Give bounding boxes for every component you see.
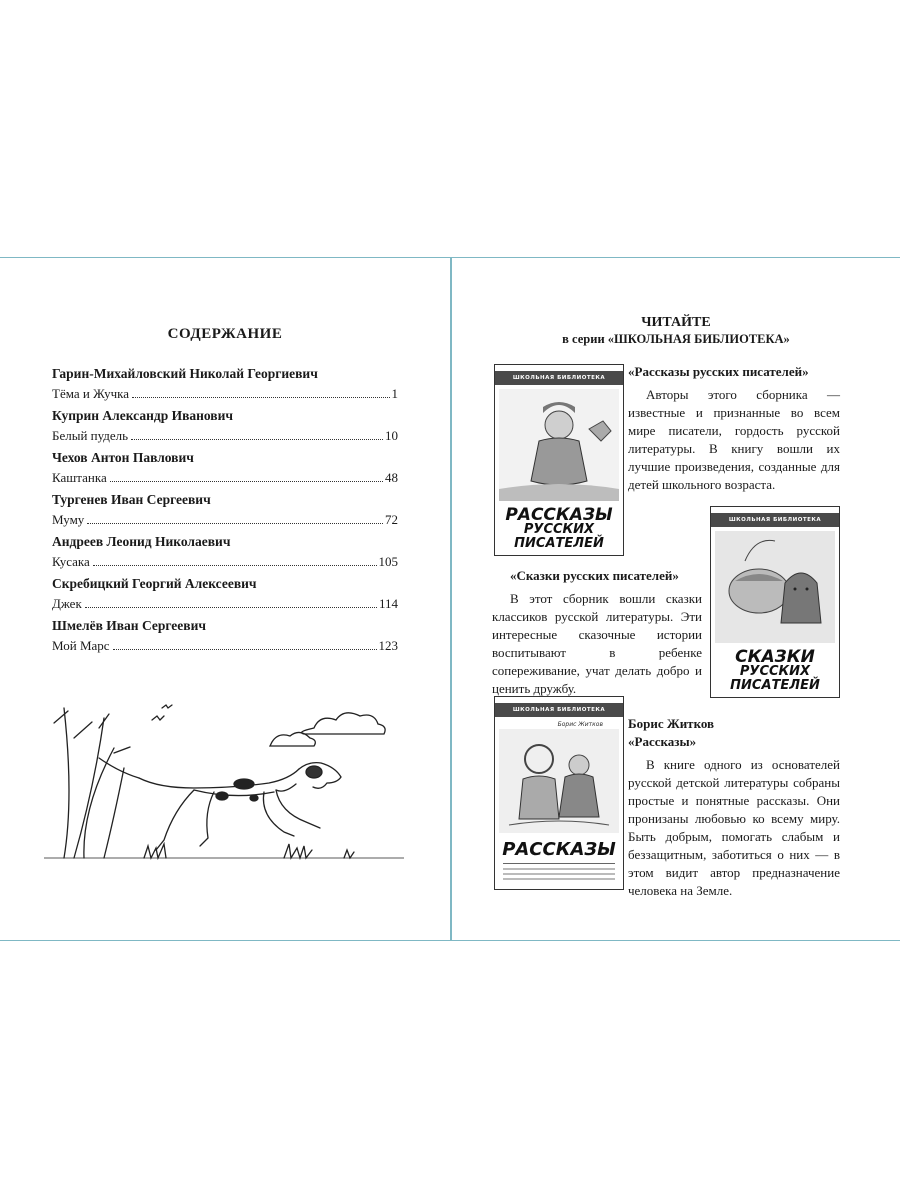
cover-title: РУССКИХ <box>739 664 811 679</box>
toc-entry[interactable] <box>52 510 398 530</box>
book-description <box>492 590 702 698</box>
toc-title: СОДЕРЖАНИЕ <box>167 326 283 342</box>
book-cover-2[interactable] <box>710 506 840 698</box>
cover-title: СКАЗКИ <box>735 647 815 667</box>
series-band: ШКОЛЬНАЯ БИБЛИОТЕКА <box>495 371 623 385</box>
toc-author: Чехов Антон Павлович <box>52 450 194 465</box>
toc-page: 1 <box>391 386 398 401</box>
toc-page: 10 <box>385 428 398 443</box>
series-band: ШКОЛЬНАЯ БИБЛИОТЕКА <box>495 703 623 717</box>
series-heading: в серии «ШКОЛЬНАЯ БИБЛИОТЕКА» <box>562 332 790 346</box>
toc-entry[interactable] <box>52 594 398 614</box>
cover-illustration <box>715 531 835 643</box>
cover-illustration <box>499 389 619 501</box>
toc-entry[interactable] <box>52 426 398 446</box>
right-page <box>452 258 900 940</box>
description-text: Авторы этого сборника — известные и признанные во всем мире писатели, гордость русской литературы. В книгу вошли их лучшие произведения, созданные для детей школьного возраста. <box>628 387 840 492</box>
read-heading: ЧИТАЙТЕ <box>641 315 711 330</box>
leader-dots <box>113 648 377 650</box>
toc-story: Мой Марс <box>52 638 110 653</box>
leader-dots <box>131 438 383 440</box>
cover-author: Борис Житков <box>557 721 603 728</box>
book-cover-1[interactable] <box>494 364 624 556</box>
toc-page: 48 <box>385 470 398 485</box>
toc-story: Тёма и Жучка <box>52 386 130 401</box>
toc-author: Шмелёв Иван Сергеевич <box>52 618 206 633</box>
toc-author: Гарин-Михайловский Николай Георгиевич <box>52 366 318 381</box>
toc-entry[interactable] <box>52 636 398 656</box>
toc-story: Муму <box>52 512 85 527</box>
description-text: В книге одного из основателей русской детской литературы собраны простые и понятные рассказы. Они пронизаны любовью ко всему миру. Быть добрым, помогать слабым и беззащитным, заботиться о них — в этом видит автор предназначение человека на Земле. <box>628 757 840 898</box>
leader-dots <box>110 480 383 482</box>
left-page <box>0 258 450 940</box>
table-of-contents <box>52 364 398 658</box>
toc-author: Андреев Леонид Николаевич <box>52 534 231 549</box>
cover-title: РАССКАЗЫ <box>505 505 613 525</box>
toc-story: Кусака <box>52 554 90 569</box>
toc-entry[interactable] <box>52 384 398 404</box>
toc-page: 114 <box>378 596 398 611</box>
series-band: ШКОЛЬНАЯ БИБЛИОТЕКА <box>711 513 839 527</box>
cover-title: РУССКИХ <box>523 522 595 537</box>
toc-author: Скребицкий Георгий Алексеевич <box>52 576 257 591</box>
book-title: «Рассказы» <box>628 734 697 749</box>
toc-story: Белый пудель <box>52 428 129 443</box>
book-cover-3[interactable] <box>494 696 624 890</box>
leader-dots <box>87 522 383 524</box>
description-text: В этот сборник вошли сказки классиков русской литературы. Эти интересные сказочные истории воспитывают в ребенке сопереживание, учат делать добро и ценить дружбу. <box>492 591 702 696</box>
toc-page: 72 <box>385 512 398 527</box>
hunting-dog-illustration <box>44 698 404 868</box>
cover-illustration <box>499 729 619 833</box>
toc-entry[interactable] <box>52 552 398 572</box>
cover-title: ПИСАТЕЛЕЙ <box>514 536 604 551</box>
book-description <box>628 756 840 900</box>
toc-story: Каштанка <box>52 470 107 485</box>
leader-dots <box>85 606 377 608</box>
toc-story: Джек <box>52 596 82 611</box>
book-spread <box>0 257 900 941</box>
book-title: «Рассказы русских писателей» <box>628 364 809 379</box>
toc-author: Тургенев Иван Сергеевич <box>52 492 211 507</box>
leader-dots <box>132 396 389 398</box>
toc-page: 105 <box>378 554 398 569</box>
toc-page: 123 <box>378 638 398 653</box>
toc-entry[interactable] <box>52 468 398 488</box>
cover-footer-lines <box>503 863 615 884</box>
book-title: «Сказки русских писателей» <box>510 568 679 583</box>
toc-author: Куприн Александр Иванович <box>52 408 233 423</box>
cover-title: РАССКАЗЫ <box>502 839 616 860</box>
leader-dots <box>93 564 377 566</box>
book-author: Борис Житков <box>628 716 715 731</box>
cover-title: ПИСАТЕЛЕЙ <box>730 678 820 693</box>
book-description <box>628 386 840 494</box>
